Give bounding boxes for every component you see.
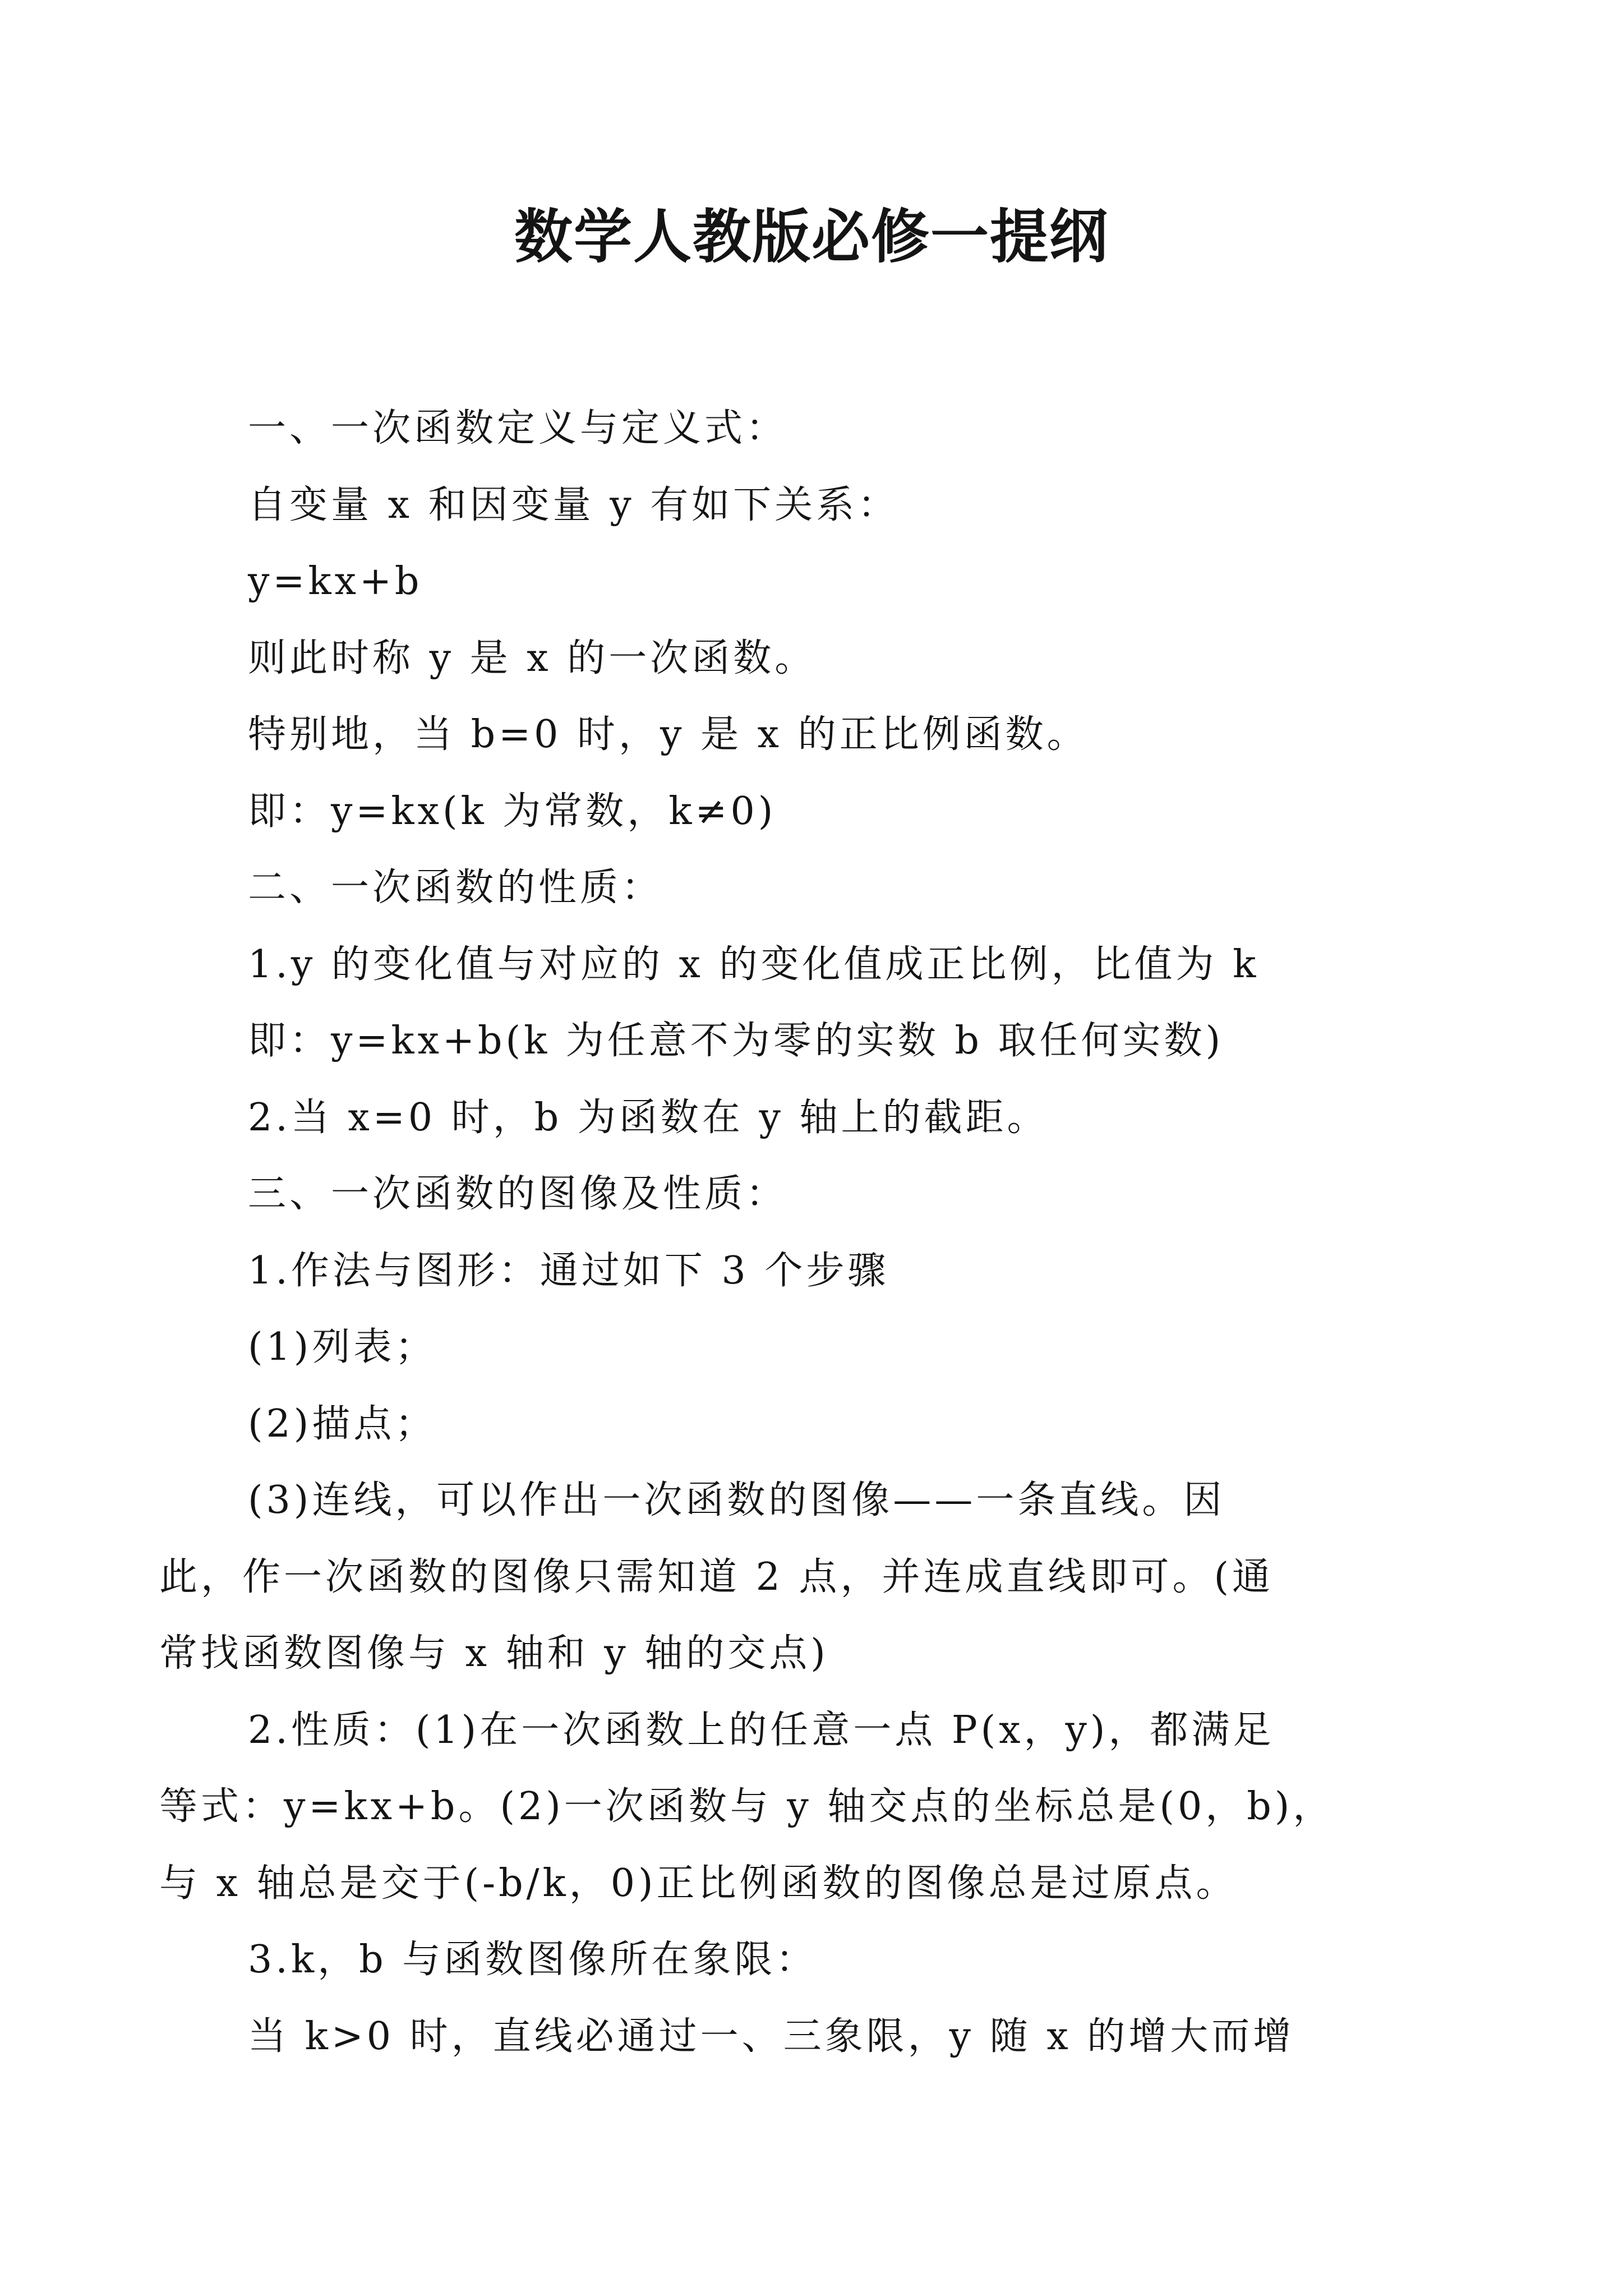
paragraph-line: 3.k，b 与函数图像所在象限： <box>248 1938 818 1982</box>
list-item: (2)描点； <box>248 1401 437 1446</box>
paragraph-line: 2.当 x=0 时，b 为函数在 y 轴上的截距。 <box>248 1095 1049 1140</box>
paragraph-line: 当 k>0 时，直线必通过一、三象限，y 随 x 的增大而增 <box>248 2014 1295 2059</box>
heading-section-2: 二、一次函数的性质： <box>248 866 663 910</box>
paragraph-line: 自变量 x 和因变量 y 有如下关系： <box>248 482 900 527</box>
paragraph-line: 常找函数图像与 x 轴和 y 轴的交点) <box>159 1631 829 1676</box>
heading-section-3: 三、一次函数的图像及性质： <box>248 1172 788 1216</box>
paragraph-line: 2.性质：(1)在一次函数上的任意一点 P(x，y)，都满足 <box>248 1708 1275 1752</box>
formula-line: 即：y=kx+b(k 为任意不为零的实数 b 取任何实数) <box>248 1019 1224 1063</box>
formula-line: 即：y=kx(k 为常数，k≠0) <box>248 789 777 834</box>
paragraph-line: 等式：y=kx+b。(2)一次函数与 y 轴交点的坐标总是(0，b)， <box>159 1784 1335 1829</box>
document-body <box>159 390 1392 2075</box>
formula-line: y=kx+b <box>248 559 423 604</box>
paragraph-line: 特别地，当 b=0 时，y 是 x 的正比例函数。 <box>248 712 1089 757</box>
list-item: (3)连线，可以作出一次函数的图像——一条直线。因 <box>248 1478 1225 1522</box>
paragraph-line: 1.y 的变化值与对应的 x 的变化值成正比例，比值为 k <box>248 942 1260 987</box>
heading-section-1: 一、一次函数定义与定义式： <box>248 406 788 450</box>
document-title: 数学人教版必修一提纲 <box>514 203 1109 271</box>
paragraph-line: 与 x 轴总是交于(-b/k，0)正比例函数的图像总是过原点。 <box>159 1861 1238 1906</box>
paragraph-line: 则此时称 y 是 x 的一次函数。 <box>248 636 817 680</box>
list-item: (1)列表； <box>248 1325 437 1369</box>
paragraph-line: 此，作一次函数的图像只需知道 2 点，并连成直线即可。(通 <box>159 1554 1274 1599</box>
paragraph-line: 1.作法与图形：通过如下 3 个步骤 <box>248 1248 889 1293</box>
